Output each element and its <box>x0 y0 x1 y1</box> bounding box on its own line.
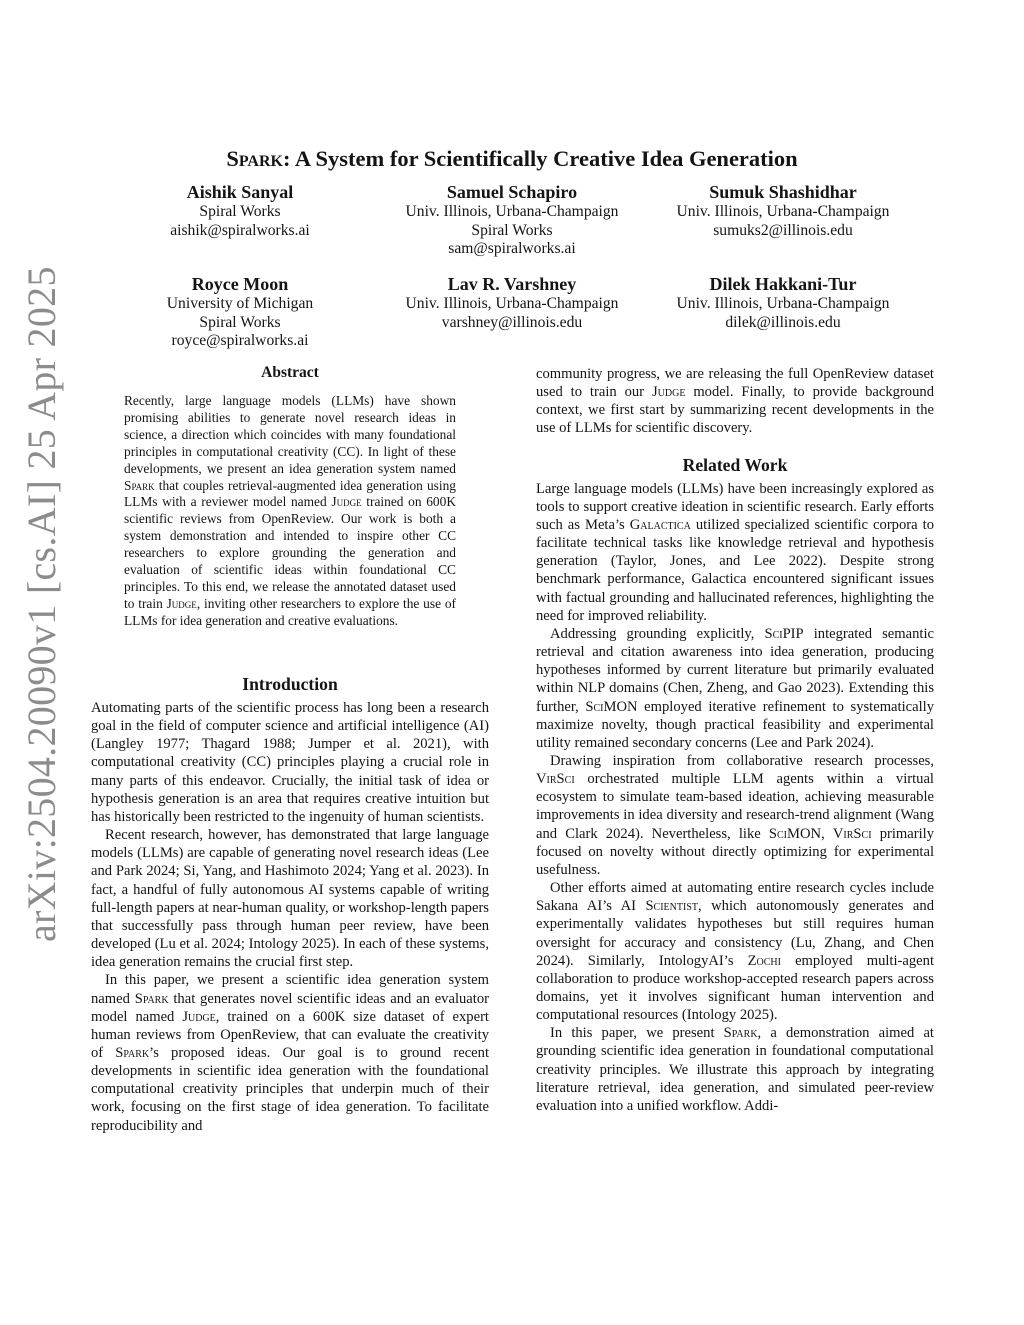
title-rest: : A System for Scientifically Creative Idea Generation <box>282 146 798 171</box>
author-email: varshney@illinois.edu <box>441 313 583 331</box>
text-run: , a demonstration aimed at grounding scientific idea generation in foundational computational creativity principles. We illustrate this approach by integrating literature retrieval, idea generation, and simulated peer-review evaluation into a unified workflow. Addi- <box>536 1025 934 1114</box>
author-block <box>382 273 642 332</box>
text-run: , trained on a 600K size dataset of expert human reviews from OpenReview, that can evaluate the creativity of <box>91 1008 489 1061</box>
author-block <box>653 181 913 240</box>
author-affiliation: Univ. Illinois, Urbana-Champaign <box>676 295 890 312</box>
author-affiliation: University of Michigan <box>166 295 314 312</box>
related-work-paragraph <box>536 480 934 625</box>
author-affiliation: Univ. Illinois, Urbana-Champaign <box>405 203 619 220</box>
text-run: Drawing inspiration from collaborative research processes, <box>550 752 934 769</box>
model-name: Judge <box>331 494 362 510</box>
text-run: integrated semantic retrieval and citation awareness into idea generation, producing hypotheses informed by current literature but primarily evaluated within NLP domains (Chen, Zheng, and Gao 2023). Extending this further, <box>536 625 934 715</box>
text-run: model. Finally, to provide background context, we first start by summarizing recent developments in the use of LLMs for scientific discovery. <box>536 384 934 437</box>
text-run: utilized specialized scientific corpora to facilitate technical tasks like knowledge retrieval and hypothesis generation (Taylor, Jones, and Lee 2022). Despite strong benchmark performance, Galactica encountered significant issues with factual grounding and hallucinated references, highlighting the need for improved reliability. <box>536 516 934 624</box>
system-name: Scientist <box>645 898 698 915</box>
system-name: Spark <box>134 990 169 1007</box>
system-name: Galactica <box>629 516 691 533</box>
system-name: VirSci <box>832 825 872 842</box>
model-name: Judge <box>166 595 197 611</box>
author-block <box>653 273 913 332</box>
intro-continuation-paragraph <box>536 365 934 438</box>
author-affiliation: Univ. Illinois, Urbana-Champaign <box>676 203 890 220</box>
title-system-name: Spark <box>226 146 283 171</box>
text-run: , which autonomously generates and experimentally validates hypotheses but still requires human oversight for accuracy and consistency (Lu, Zhang, and Chen 2024). Similarly, IntologyAI’s <box>536 898 934 969</box>
author-name: Samuel Schapiro <box>446 182 578 202</box>
text-run: Other efforts aimed at automating entire research cycles include Sakana AI’s AI <box>536 880 934 915</box>
author-affiliation: Spiral Works <box>471 221 553 239</box>
text-run: primarily focused on novelty without directly optimizing for experimental usefulness. <box>536 825 934 878</box>
system-name: Spark <box>115 1044 150 1061</box>
system-name: SciMON <box>768 825 822 842</box>
related-work-paragraph <box>536 1024 934 1115</box>
author-email: aishik@spiralworks.ai <box>170 221 310 239</box>
system-name: SciMON <box>585 698 638 715</box>
author-affiliation: Spiral Works <box>199 313 281 331</box>
author-email: royce@spiralworks.ai <box>171 332 309 350</box>
text-run: community progress, we are releasing the full OpenReview dataset used to train our <box>536 366 934 401</box>
system-name: VirSci <box>536 771 575 788</box>
text-run: In this paper, we present <box>550 1025 724 1042</box>
related-work-paragraph <box>536 752 934 879</box>
text-run: that generates novel scientific ideas and an evaluator model named <box>91 990 489 1025</box>
text-run: trained on 600K scientific reviews from OpenReview. Our work is both a system demonstration and intended to inspire other CC researchers to explore grounding the generation and evaluation of scientific ideas within foundational CC principles. To this end, we release the annotated dataset used to train <box>124 494 456 611</box>
left-column <box>91 673 489 1135</box>
author-email: dilek@illinois.edu <box>725 313 841 331</box>
system-name: SciPIP <box>764 625 804 642</box>
system-name: Zochi <box>747 952 781 969</box>
arxiv-identifier-stamp: arXiv:2504.20090v1 [cs.AI] 25 Apr 2025 <box>19 266 64 942</box>
text-run: Recently, large language models (LLMs) have shown promising abilities to generate novel research ideas in science, a direction which coincides with many foundational principles in computational creativity (CC). In light of these developments, we present an idea generation system named <box>124 393 456 476</box>
text-run: employed multi-agent collaboration to produce workshop-accepted research papers across domains, yet it involves significant human intervention and computational resources (Intology 2025). <box>536 952 934 1024</box>
intro-paragraph: Automating parts of the scientific process has long been a research goal in the field of computer science and artificial intelligence (AI) (Langley 1977; Thagard 1988; Jumper et al. 2021), with computational creativity (CC) principles playing a crucial role in many parts of this endeavor. Crucially, the initial task of idea or hypothesis generation is an area that requires creative intuition but has historically been restricted to the ingenuity of human scientists. <box>91 700 489 825</box>
author-affiliation: Spiral Works <box>199 203 281 220</box>
intro-paragraph <box>91 971 489 1134</box>
system-name: Spark <box>723 1025 758 1042</box>
model-name: Judge <box>651 384 686 401</box>
paper-title <box>92 144 932 174</box>
author-block <box>110 181 370 240</box>
author-email: sam@spiralworks.ai <box>448 240 576 258</box>
author-name: Dilek Hakkani-Tur <box>709 274 857 294</box>
author-name: Aishik Sanyal <box>186 182 294 202</box>
section-heading-introduction: Introduction <box>242 674 338 694</box>
author-email: sumuks2@illinois.edu <box>713 221 853 239</box>
related-work-paragraph <box>536 625 934 752</box>
author-block <box>382 181 642 259</box>
text-run: employed iterative refinement to systematically maximize novelty, though practical feasibility and experimental utility remained secondary concerns (Lee and Park 2024). <box>536 698 934 751</box>
text-run: , inviting other researchers to explore the use of LLMs for idea generation and creative evaluations. <box>124 595 456 628</box>
text-run: that couples retrieval-augmented idea generation using LLMs with a reviewer model named <box>124 477 456 510</box>
text-run: Addressing grounding explicitly, <box>550 625 765 642</box>
abstract-heading: Abstract <box>261 364 319 381</box>
author-name: Lav R. Varshney <box>447 274 577 294</box>
text-run: Large language models (LLMs) have been increasingly explored as tools to support creative ideation in scientific research. Early efforts such as Meta’s <box>536 480 934 533</box>
text-run: orchestrated multiple LLM agents within a virtual ecosystem to simulate team-based ideation, achieving measurable improvements in idea diversity and research-trend alignment (Wang and Clark 2024). Nevertheless, like <box>536 771 934 842</box>
abstract-text <box>124 393 456 630</box>
right-column <box>536 365 934 1115</box>
author-name: Sumuk Shashidhar <box>709 182 857 202</box>
text-run: In this paper, we present a scientific idea generation system named <box>91 972 489 1007</box>
intro-paragraph: Recent research, however, has demonstrated that large language models (LLMs) are capable of generating novel research ideas (Lee and Park 2024; Si, Yang, and Hashimoto 2024; Yang et al. 2023). In fact, a handful of fully autonomous AI systems capable of writing full-length papers at near-human quality, or workshop-length papers that successfully pass through human peer review, have been developed (Lu et al. 2024; Intology 2025). In each of these systems, idea generation remains the crucial first step. <box>91 827 489 971</box>
model-name: Judge <box>182 1008 216 1025</box>
text-run: ’s proposed ideas. Our goal is to ground recent developments in scientific idea generation with the foundational computational creativity principles that underpin much of their work, focusing on the first stage of idea generation. To facilitate reproducibility and <box>91 1044 489 1134</box>
system-name: Spark <box>124 477 155 493</box>
section-heading-related-work: Related Work <box>682 454 788 475</box>
author-block <box>110 273 370 351</box>
author-affiliation: Univ. Illinois, Urbana-Champaign <box>405 295 619 312</box>
text-run: , <box>821 825 833 842</box>
related-work-paragraph <box>536 879 934 1024</box>
author-name: Royce Moon <box>191 274 289 294</box>
